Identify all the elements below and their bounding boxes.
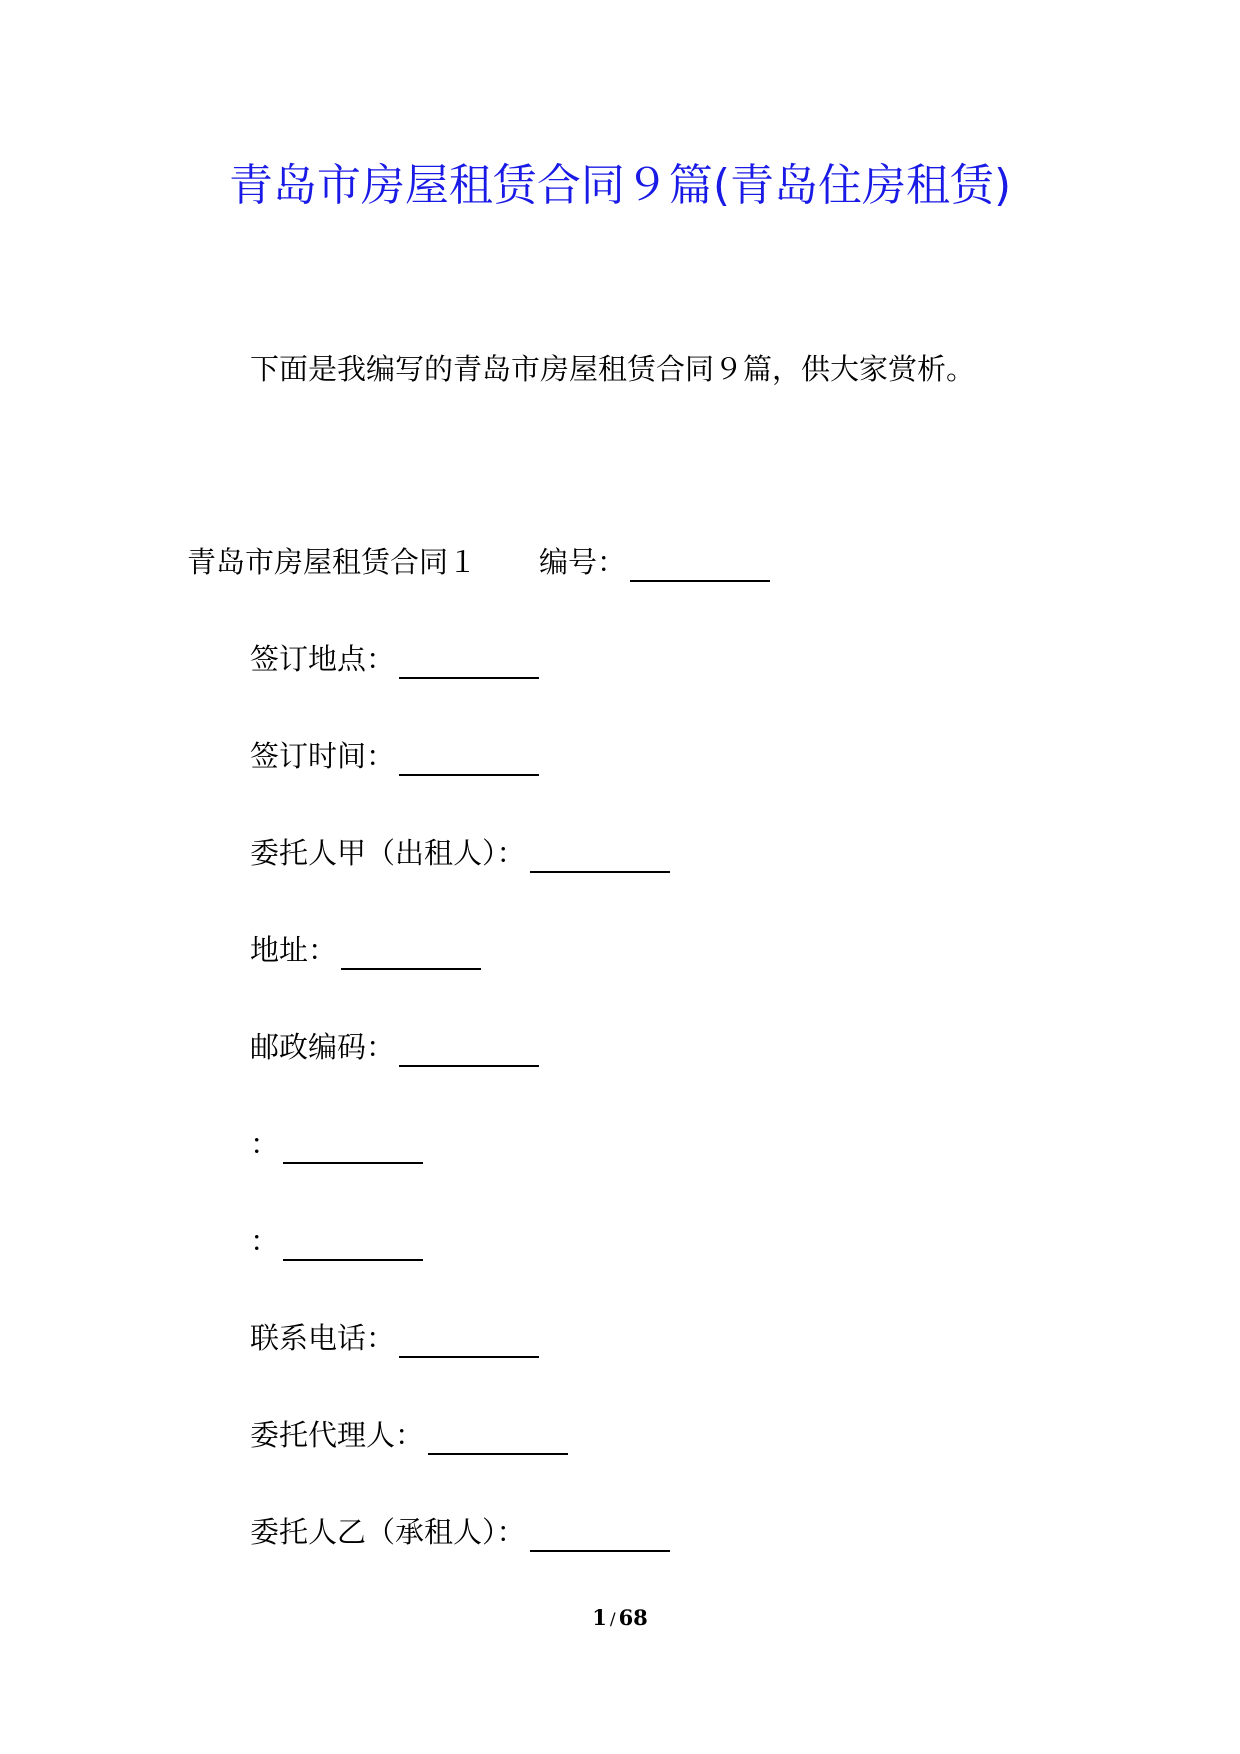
- field-label-lessor: 委托人甲（出租人）：: [250, 836, 526, 870]
- field-label-unlabeled-1: ：: [250, 1127, 280, 1161]
- field-row-signing-time: [250, 736, 539, 776]
- field-label-lessee: 委托人乙（承租人）：: [250, 1515, 526, 1549]
- document-title: 青岛市房屋租赁合同９篇(青岛住房租赁): [228, 160, 1012, 211]
- field-blank-address[interactable]: [341, 938, 481, 970]
- intro-paragraph: 下面是我编写的青岛市房屋租赁合同９篇，供大家赏析。: [250, 352, 976, 386]
- field-blank-unlabeled-1[interactable]: [283, 1132, 423, 1164]
- page-separator: /: [609, 1610, 616, 1630]
- field-row-signing-place: [250, 639, 539, 679]
- total-pages: 68: [618, 1605, 648, 1630]
- field-label-number: 编号：: [539, 545, 627, 579]
- field-blank-postal-code[interactable]: [399, 1035, 539, 1067]
- field-label-phone: 联系电话：: [250, 1321, 396, 1355]
- field-blank-agent[interactable]: [428, 1423, 568, 1455]
- field-label-signing-place: 签订地点：: [250, 642, 396, 676]
- field-row-unlabeled-2: [250, 1221, 423, 1261]
- field-label-agent: 委托代理人：: [250, 1418, 425, 1452]
- page-number: [0, 1604, 1240, 1634]
- contract-heading: 青岛市房屋租赁合同１: [187, 545, 478, 579]
- field-blank-phone[interactable]: [399, 1326, 539, 1358]
- field-label-unlabeled-2: ：: [250, 1224, 280, 1258]
- field-blank-lessee[interactable]: [530, 1520, 670, 1552]
- field-row-agent: [250, 1415, 568, 1455]
- field-label-signing-time: 签订时间：: [250, 739, 396, 773]
- field-blank-number[interactable]: [630, 550, 770, 582]
- contract-heading-line: [187, 542, 770, 582]
- field-label-postal-code: 邮政编码：: [250, 1030, 396, 1064]
- field-label-address: 地址：: [250, 933, 338, 967]
- field-row-postal-code: [250, 1027, 539, 1067]
- field-row-phone: [250, 1318, 539, 1358]
- field-blank-lessor[interactable]: [530, 841, 670, 873]
- field-row-address: [250, 930, 481, 970]
- field-blank-unlabeled-2[interactable]: [283, 1229, 423, 1261]
- field-row-lessee: [250, 1512, 670, 1552]
- field-row-lessor: [250, 833, 670, 873]
- current-page: 1: [592, 1605, 607, 1630]
- field-row-unlabeled-1: [250, 1124, 423, 1164]
- field-blank-signing-time[interactable]: [399, 744, 539, 776]
- field-blank-signing-place[interactable]: [399, 647, 539, 679]
